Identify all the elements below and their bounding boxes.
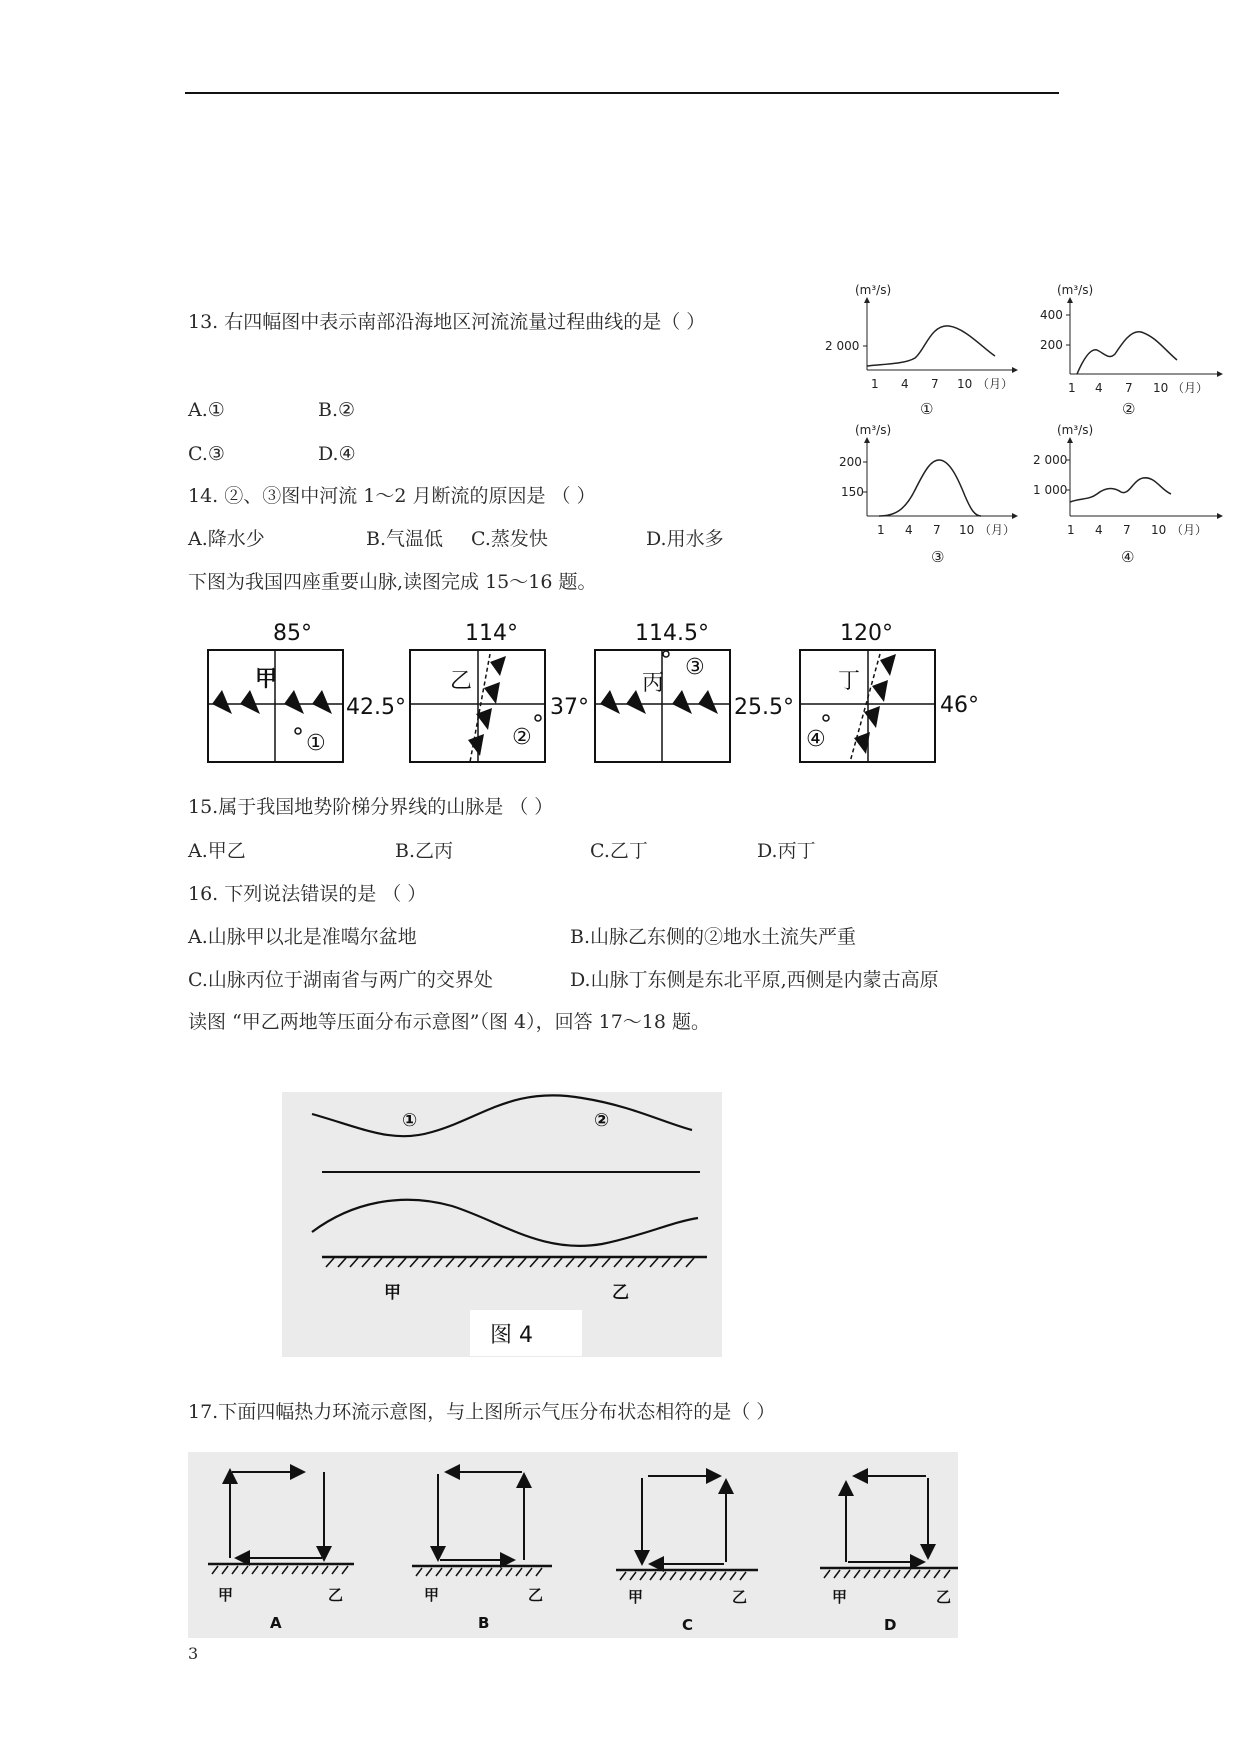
chart1-xtick-7: 7 — [931, 377, 939, 391]
q15-option-a: A.甲乙 — [188, 840, 246, 862]
diagram-b-label: B — [478, 1614, 490, 1632]
chart3-month: （月） — [979, 523, 1016, 537]
map4-point: ④ — [806, 727, 826, 752]
circulation-panel — [188, 1452, 958, 1638]
chart1-xtick-4: 4 — [901, 377, 909, 391]
chart3-xtick-1: 1 — [877, 523, 885, 537]
chart4-month: （月） — [1171, 523, 1208, 537]
chart2-xtick-10: 10 — [1153, 381, 1169, 395]
intro-15-16: 下图为我国四座重要山脉,读图完成 15～16 题。 — [188, 571, 597, 593]
chart4-xtick-1: 1 — [1067, 523, 1075, 537]
map1-latitude: 42.5° — [346, 695, 406, 720]
diagram-b-left: 甲 — [424, 1586, 440, 1604]
map2-mountain: 乙 — [450, 669, 473, 694]
q13-option-a: A.① — [188, 399, 225, 421]
diagram-c-right: 乙 — [732, 1588, 748, 1606]
q13-option-b: B.② — [318, 399, 356, 421]
diagram-c-left: 甲 — [628, 1588, 644, 1606]
q16-option-c: C.山脉丙位于湖南省与两广的交界处 — [188, 969, 493, 991]
map3-longitude: 114.5° — [635, 621, 709, 646]
river-flow-charts — [815, 280, 1235, 580]
map4-latitude: 46° — [940, 693, 979, 718]
chart3-unit: (m³/s) — [855, 423, 892, 437]
chart2-xtick-7: 7 — [1125, 381, 1133, 395]
q16-option-a: A.山脉甲以北是准噶尔盆地 — [188, 926, 417, 948]
q14-option-b: B.气温低 — [366, 528, 444, 550]
diagram-a-left: 甲 — [218, 1586, 234, 1604]
q15-stem: 15.属于我国地势阶梯分界线的山脉是 （ ） — [188, 796, 554, 818]
chart1-month: （月） — [977, 377, 1014, 391]
q14-option-c: C.蒸发快 — [471, 528, 548, 550]
intro-17-18: 读图 “甲乙两地等压面分布示意图”（图 4），回答 17～18 题。 — [188, 1011, 711, 1033]
chart3-xtick-10: 10 — [959, 523, 975, 537]
isobar-label-1: ① — [402, 1110, 418, 1131]
chart4-unit: (m³/s) — [1057, 423, 1094, 437]
q17-stem: 17.下面四幅热力环流示意图，与上图所示气压分布状态相符的是（ ） — [188, 1401, 776, 1423]
q14-option-d: D.用水多 — [646, 528, 724, 550]
diagram-d-label: D — [884, 1616, 897, 1634]
isobar-label-2: ② — [594, 1110, 610, 1131]
q14-stem: 14. ②、③图中河流 1～2 月断流的原因是 （ ） — [188, 485, 596, 507]
q15-option-d: D.丙丁 — [757, 840, 816, 862]
chart3-xtick-7: 7 — [933, 523, 941, 537]
figure-4-panel — [282, 1092, 722, 1357]
chart3-id: ③ — [931, 548, 945, 566]
q16-stem: 16. 下列说法错误的是 （ ） — [188, 883, 427, 905]
chart2-xtick-4: 4 — [1095, 381, 1103, 395]
chart1-unit: (m³/s) — [855, 283, 892, 297]
map1-mountain: 甲 — [255, 667, 278, 692]
circulation-diagrams — [188, 1452, 958, 1638]
q13-stem: 13. 右四幅图中表示南部沿海地区河流流量过程曲线的是（ ） — [188, 311, 706, 333]
chart4-xtick-10: 10 — [1151, 523, 1167, 537]
chart1-xtick-10: 10 — [957, 377, 973, 391]
chart1-ytick: 2 000 — [825, 339, 860, 353]
chart2-month: （月） — [1172, 381, 1209, 395]
chart3-ytick-150: 150 — [841, 485, 864, 499]
map3-point: ③ — [685, 655, 705, 680]
q15-option-b: B.乙丙 — [395, 840, 454, 862]
chart3-ytick-200: 200 — [839, 455, 862, 469]
isobar-diagram — [282, 1092, 722, 1357]
q13-option-c: C.③ — [188, 443, 225, 465]
chart4-ytick-2000: 2 000 — [1033, 453, 1068, 467]
map2-point: ② — [512, 725, 532, 750]
q14-option-a: A.降水少 — [188, 528, 265, 550]
chart1-id: ① — [920, 400, 934, 418]
diagram-d-right: 乙 — [936, 1588, 952, 1606]
map1-point: ① — [306, 731, 326, 756]
chart2-id: ② — [1122, 400, 1136, 418]
q16-option-b: B.山脉乙东侧的②地水土流失严重 — [570, 926, 857, 948]
q16-option-d: D.山脉丁东侧是东北平原,西侧是内蒙古高原 — [570, 969, 939, 991]
chart3-xtick-4: 4 — [905, 523, 913, 537]
diagram-a-label: A — [270, 1614, 282, 1632]
q13-option-d: D.④ — [318, 443, 356, 465]
chart2-ytick-400: 400 — [1040, 308, 1063, 322]
chart4-xtick-4: 4 — [1095, 523, 1103, 537]
diagram-d-left: 甲 — [832, 1588, 848, 1606]
chart1-xtick-1: 1 — [871, 377, 879, 391]
q15-option-c: C.乙丁 — [590, 840, 648, 862]
chart4-id: ④ — [1121, 548, 1135, 566]
mountain-maps — [200, 618, 1000, 768]
chart2-xtick-1: 1 — [1068, 381, 1076, 395]
map2-longitude: 114° — [465, 621, 518, 646]
chart2-unit: (m³/s) — [1057, 283, 1094, 297]
chart4-xtick-7: 7 — [1123, 523, 1131, 537]
figure-4-caption: 图 4 — [490, 1323, 533, 1348]
chart2-ytick-200: 200 — [1040, 338, 1063, 352]
page-number: 3 — [188, 1644, 199, 1663]
ground-label-jia: 甲 — [384, 1283, 401, 1303]
map1-longitude: 85° — [273, 621, 312, 646]
map4-longitude: 120° — [840, 621, 893, 646]
diagram-c-label: C — [682, 1616, 694, 1634]
map4-mountain: 丁 — [838, 669, 861, 694]
diagram-b-right: 乙 — [528, 1586, 544, 1604]
chart4-ytick-1000: 1 000 — [1033, 483, 1068, 497]
ground-label-yi: 乙 — [612, 1283, 629, 1303]
map3-latitude: 25.5° — [734, 695, 794, 720]
map2-latitude: 37° — [550, 695, 589, 720]
header-rule — [185, 92, 1059, 94]
map3-mountain: 丙 — [642, 671, 665, 696]
diagram-a-right: 乙 — [328, 1586, 344, 1604]
